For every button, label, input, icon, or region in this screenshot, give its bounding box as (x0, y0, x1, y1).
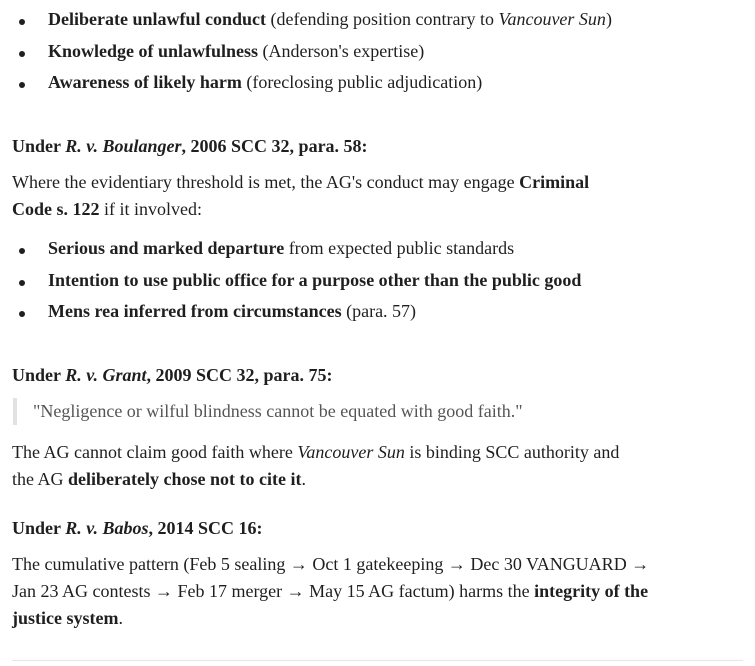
list-item: Deliberate unlawful conduct (defending position contrary to Vancouver Sun) (0, 6, 743, 38)
list-item: Knowledge of unlawfulness (Anderson's expertise) (0, 38, 743, 70)
grant-paragraph: The AG cannot claim good faith where Vancouver Sun is binding SCC authority and the AG deliberately chose not to cite it. (12, 442, 620, 489)
list-item: Mens rea inferred from circumstances (para. 57) (0, 298, 743, 330)
babos-paragraph: The cumulative pattern (Feb 5 sealing → Oct 1 gatekeeping → Dec 30 VANGUARD → Jan 23 AG contests → Feb 17 merger → May 15 AG factum) harms the integrity of the justice system. (12, 554, 650, 628)
boulanger-heading: Under R. v. Boulanger, 2006 SCC 32, para. 58: (12, 136, 368, 156)
list-item: Serious and marked departure from expected public standards (0, 235, 743, 267)
boulanger-paragraph: Where the evidentiary threshold is met, the AG's conduct may engage Criminal Code s. 122 if it involved: (12, 172, 590, 219)
babos-heading: Under R. v. Babos, 2014 SCC 16: (12, 518, 263, 538)
harm-elements-list (0, 6, 743, 101)
grant-blockquote: "Negligence or wilful blindness cannot be equated with good faith." (13, 398, 633, 425)
list-item: Intention to use public office for a purpose other than the public good (0, 267, 743, 299)
divider (12, 660, 743, 661)
s122-elements-list (0, 235, 743, 330)
grant-heading: Under R. v. Grant, 2009 SCC 32, para. 75: (12, 365, 333, 385)
list-item: Awareness of likely harm (foreclosing public adjudication) (0, 69, 743, 101)
